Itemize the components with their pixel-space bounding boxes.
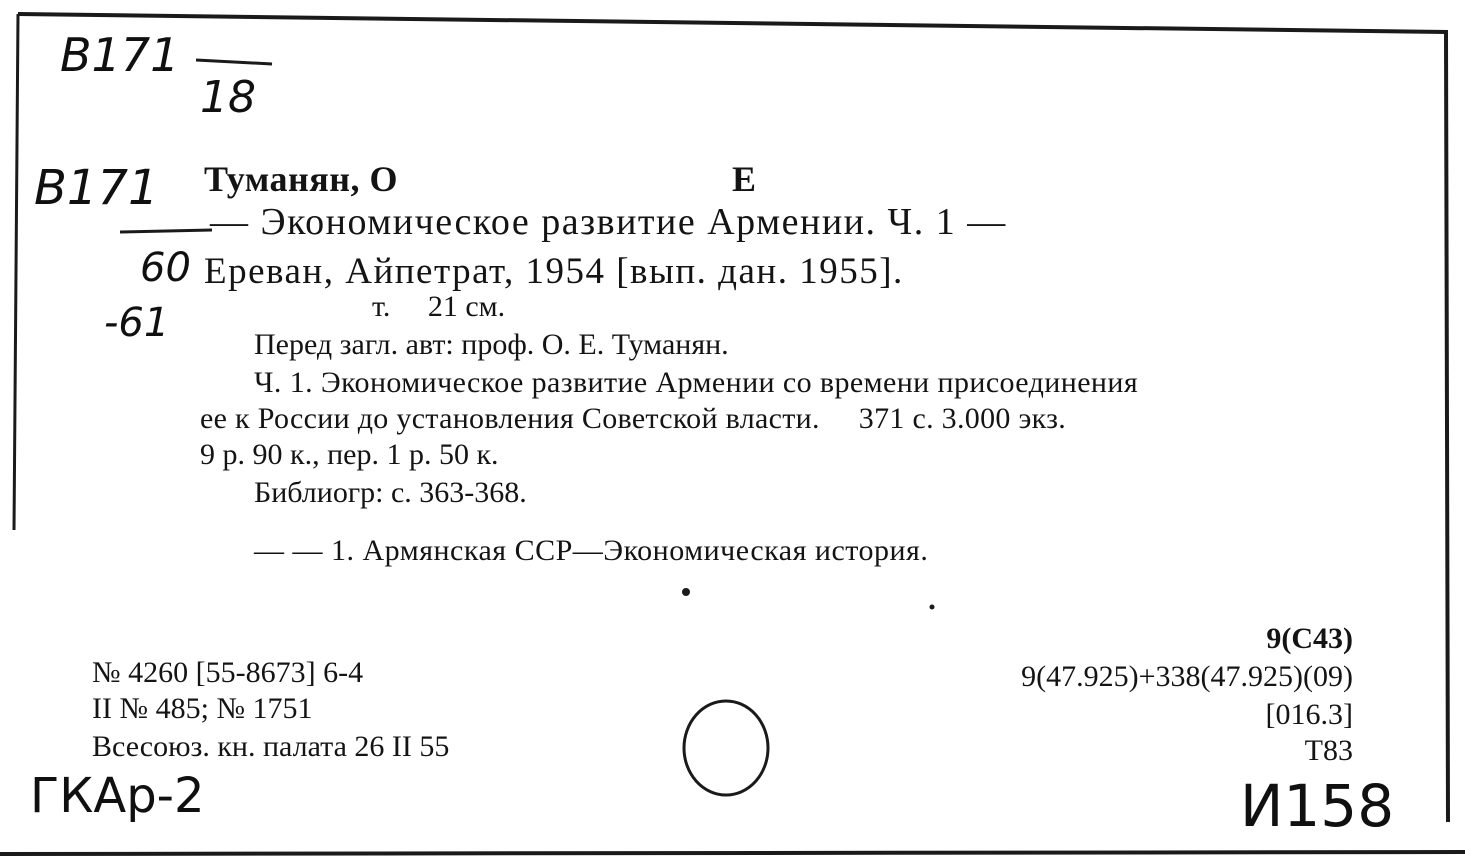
shelfmark-underline xyxy=(120,230,212,232)
shelfmark-main: В171 xyxy=(34,160,159,216)
classification-bbk: 9(С43) xyxy=(1266,622,1353,655)
hand-drawn-circle xyxy=(684,701,768,795)
shelfmark-top: В171 xyxy=(60,28,180,82)
shelfmark-range-start: 60 xyxy=(140,245,191,291)
handwritten-bottom-right: И158 xyxy=(1240,772,1395,840)
entry-imprint: Ереван, Айпетрат, 1954 [вып. дан. 1955]. xyxy=(204,251,904,292)
classification-udc: 9(47.925)+338(47.925)(09) xyxy=(1021,660,1353,693)
entry-title-line: — Экономическое развитие Армении. Ч. 1 — xyxy=(210,201,1007,243)
entry-subject: — — 1. Армянская ССР—Экономическая история. xyxy=(254,534,929,567)
entry-author: Туманян, О xyxy=(204,159,398,199)
entry-part1-line1: Ч. 1. Экономическое развитие Армении со времени присоединения xyxy=(254,366,1139,399)
entry-author-initial: Е xyxy=(732,159,757,199)
entry-price: 9 р. 90 к., пер. 1 р. 50 к. xyxy=(200,438,499,471)
entry-note-author: Перед загл. авт: проф. О. Е. Туманян. xyxy=(254,328,729,361)
entry-bibliography: Библиогр: с. 363-368. xyxy=(254,476,527,509)
registry-line3: Всесоюз. кн. палата 26 II 55 xyxy=(92,730,450,763)
classification-code: [016.3] xyxy=(1265,698,1353,731)
handwritten-bottom-left: ГКАр-2 xyxy=(30,768,205,824)
entry-physical: т. 21 см. xyxy=(372,290,506,323)
shelfmark-range-end: -61 xyxy=(104,300,170,346)
registry-line1: № 4260 [55-8673] 6-4 xyxy=(92,656,364,689)
shelfmark-top-denominator: 18 xyxy=(200,72,256,123)
classification-author-mark: Т83 xyxy=(1304,734,1353,767)
entry-part1-line2: ее к России до установления Советской власти. 371 с. 3.000 экз. xyxy=(200,402,1067,435)
registry-line2: II № 485; № 1751 xyxy=(92,692,313,725)
shelfmark-fraction-bar xyxy=(196,60,272,64)
